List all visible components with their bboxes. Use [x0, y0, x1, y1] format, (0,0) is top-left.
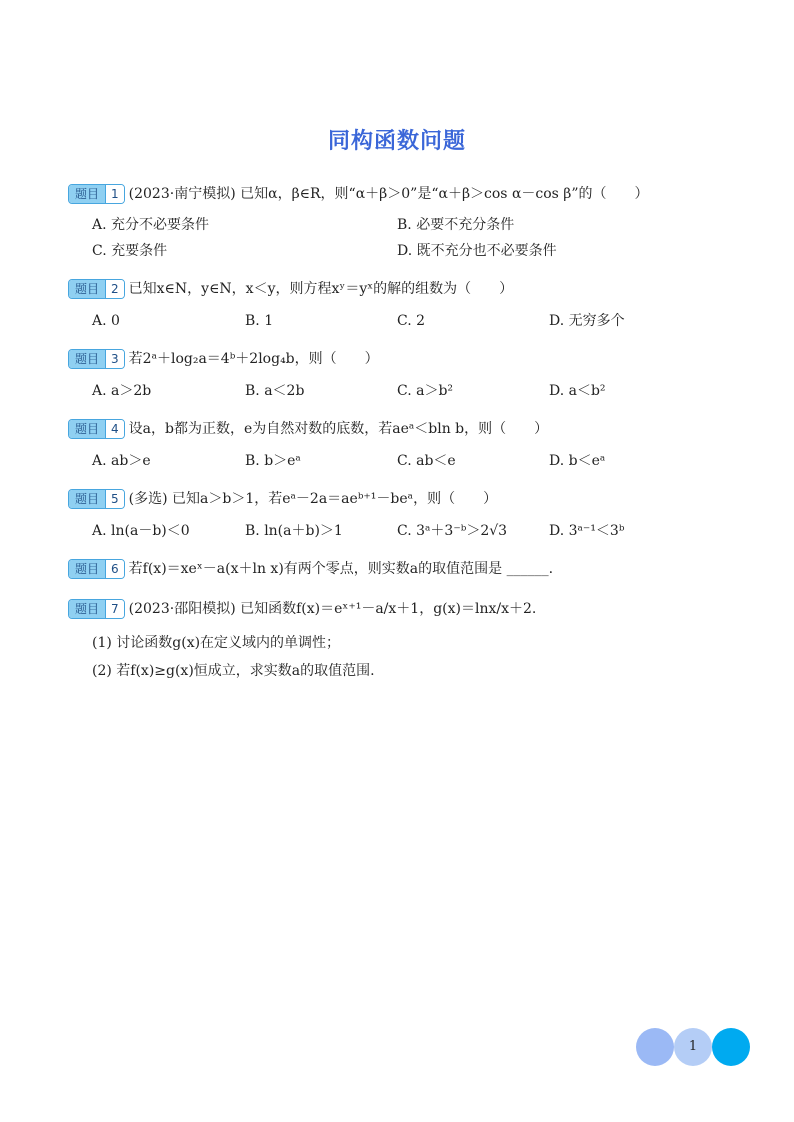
badge-number: 6 [105, 560, 124, 578]
badge-label: 题目 [69, 280, 105, 298]
question-6 [68, 559, 553, 579]
badge-label: 题目 [69, 350, 105, 368]
question-7 [68, 599, 536, 619]
option-d: D. 3ᵃ⁻¹＜3ᵇ [549, 523, 625, 539]
question-stem: (多选) 已知a＞b＞1，若eᵃ－2a＝aeᵇ⁺¹－beᵃ，则（ ） [128, 491, 498, 507]
question-badge [68, 559, 125, 579]
question-stem: (2023·邵阳模拟) 已知函数f(x)＝eˣ⁺¹－a/x＋1，g(x)＝lnx/x＋2. [128, 601, 537, 617]
option-a: A. a＞2b [92, 383, 152, 399]
question-stem: 若2ᵃ＋log₂a＝4ᵇ＋2log₄b，则（ ） [128, 351, 379, 367]
question-badge [68, 419, 125, 439]
question-stem: (2023·南宁模拟) 已知α，β∈R，则“α＋β＞0”是“α＋β＞cos α－cos β”的（ ） [128, 186, 649, 202]
badge-number: 5 [105, 490, 124, 508]
badge-label: 题目 [69, 185, 105, 203]
option-a: A. 0 [92, 313, 120, 329]
badge-number: 7 [105, 600, 124, 618]
option-b: B. b＞eᵃ [245, 453, 301, 469]
decor-circle-left [636, 1028, 674, 1066]
option-b: B. 1 [245, 313, 274, 329]
badge-label: 题目 [69, 560, 105, 578]
option-d: D. b＜eᵃ [549, 453, 606, 469]
sub-question-2: (2) 若f(x)≥g(x)恒成立，求实数a的取值范围. [92, 663, 375, 679]
option-a: A. ab＞e [92, 453, 151, 469]
option-d: D. a＜b² [549, 383, 606, 399]
page-title: 同构函数问题 [327, 129, 466, 154]
badge-number: 2 [105, 280, 124, 298]
badge-label: 题目 [69, 490, 105, 508]
question-badge [68, 349, 125, 369]
badge-number: 4 [105, 420, 124, 438]
option-b: B. 必要不充分条件 [397, 217, 515, 233]
question-badge [68, 184, 125, 204]
option-c: C. 充要条件 [92, 243, 168, 259]
option-a: A. 充分不必要条件 [92, 217, 210, 233]
page-number-badge [636, 1028, 752, 1066]
sub-question-1: (1) 讨论函数g(x)在定义域内的单调性； [92, 635, 341, 651]
badge-label: 题目 [69, 600, 105, 618]
badge-number: 1 [105, 185, 124, 203]
question-badge [68, 279, 125, 299]
option-b: B. ln(a＋b)＞1 [245, 523, 343, 539]
question-2 [68, 279, 513, 299]
question-5 [68, 489, 497, 509]
badge-label: 题目 [69, 420, 105, 438]
question-4 [68, 419, 548, 439]
badge-number: 3 [105, 350, 124, 368]
question-stem: 若f(x)＝xeˣ－a(x＋ln x)有两个零点，则实数a的取值范围是 ______. [128, 561, 554, 577]
page-number: 1 [674, 1028, 712, 1066]
option-c: C. ab＜e [397, 453, 456, 469]
option-d: D. 既不充分也不必要条件 [397, 243, 557, 259]
option-c: C. 2 [397, 313, 426, 329]
question-badge [68, 599, 125, 619]
option-a: A. ln(a－b)＜0 [92, 523, 190, 539]
option-c: C. a＞b² [397, 383, 454, 399]
question-3 [68, 349, 379, 369]
decor-circle-right [712, 1028, 750, 1066]
question-stem: 已知x∈N，y∈N，x＜y，则方程xʸ＝yˣ的解的组数为（ ） [128, 281, 514, 297]
question-stem: 设a，b都为正数，e为自然对数的底数，若aeᵃ＜bln b，则（ ） [128, 421, 549, 437]
question-1 [68, 184, 649, 204]
option-b: B. a＜2b [245, 383, 305, 399]
option-c: C. 3ᵃ＋3⁻ᵇ＞2√3 [397, 523, 508, 539]
option-d: D. 无穷多个 [549, 313, 625, 329]
question-badge [68, 489, 125, 509]
